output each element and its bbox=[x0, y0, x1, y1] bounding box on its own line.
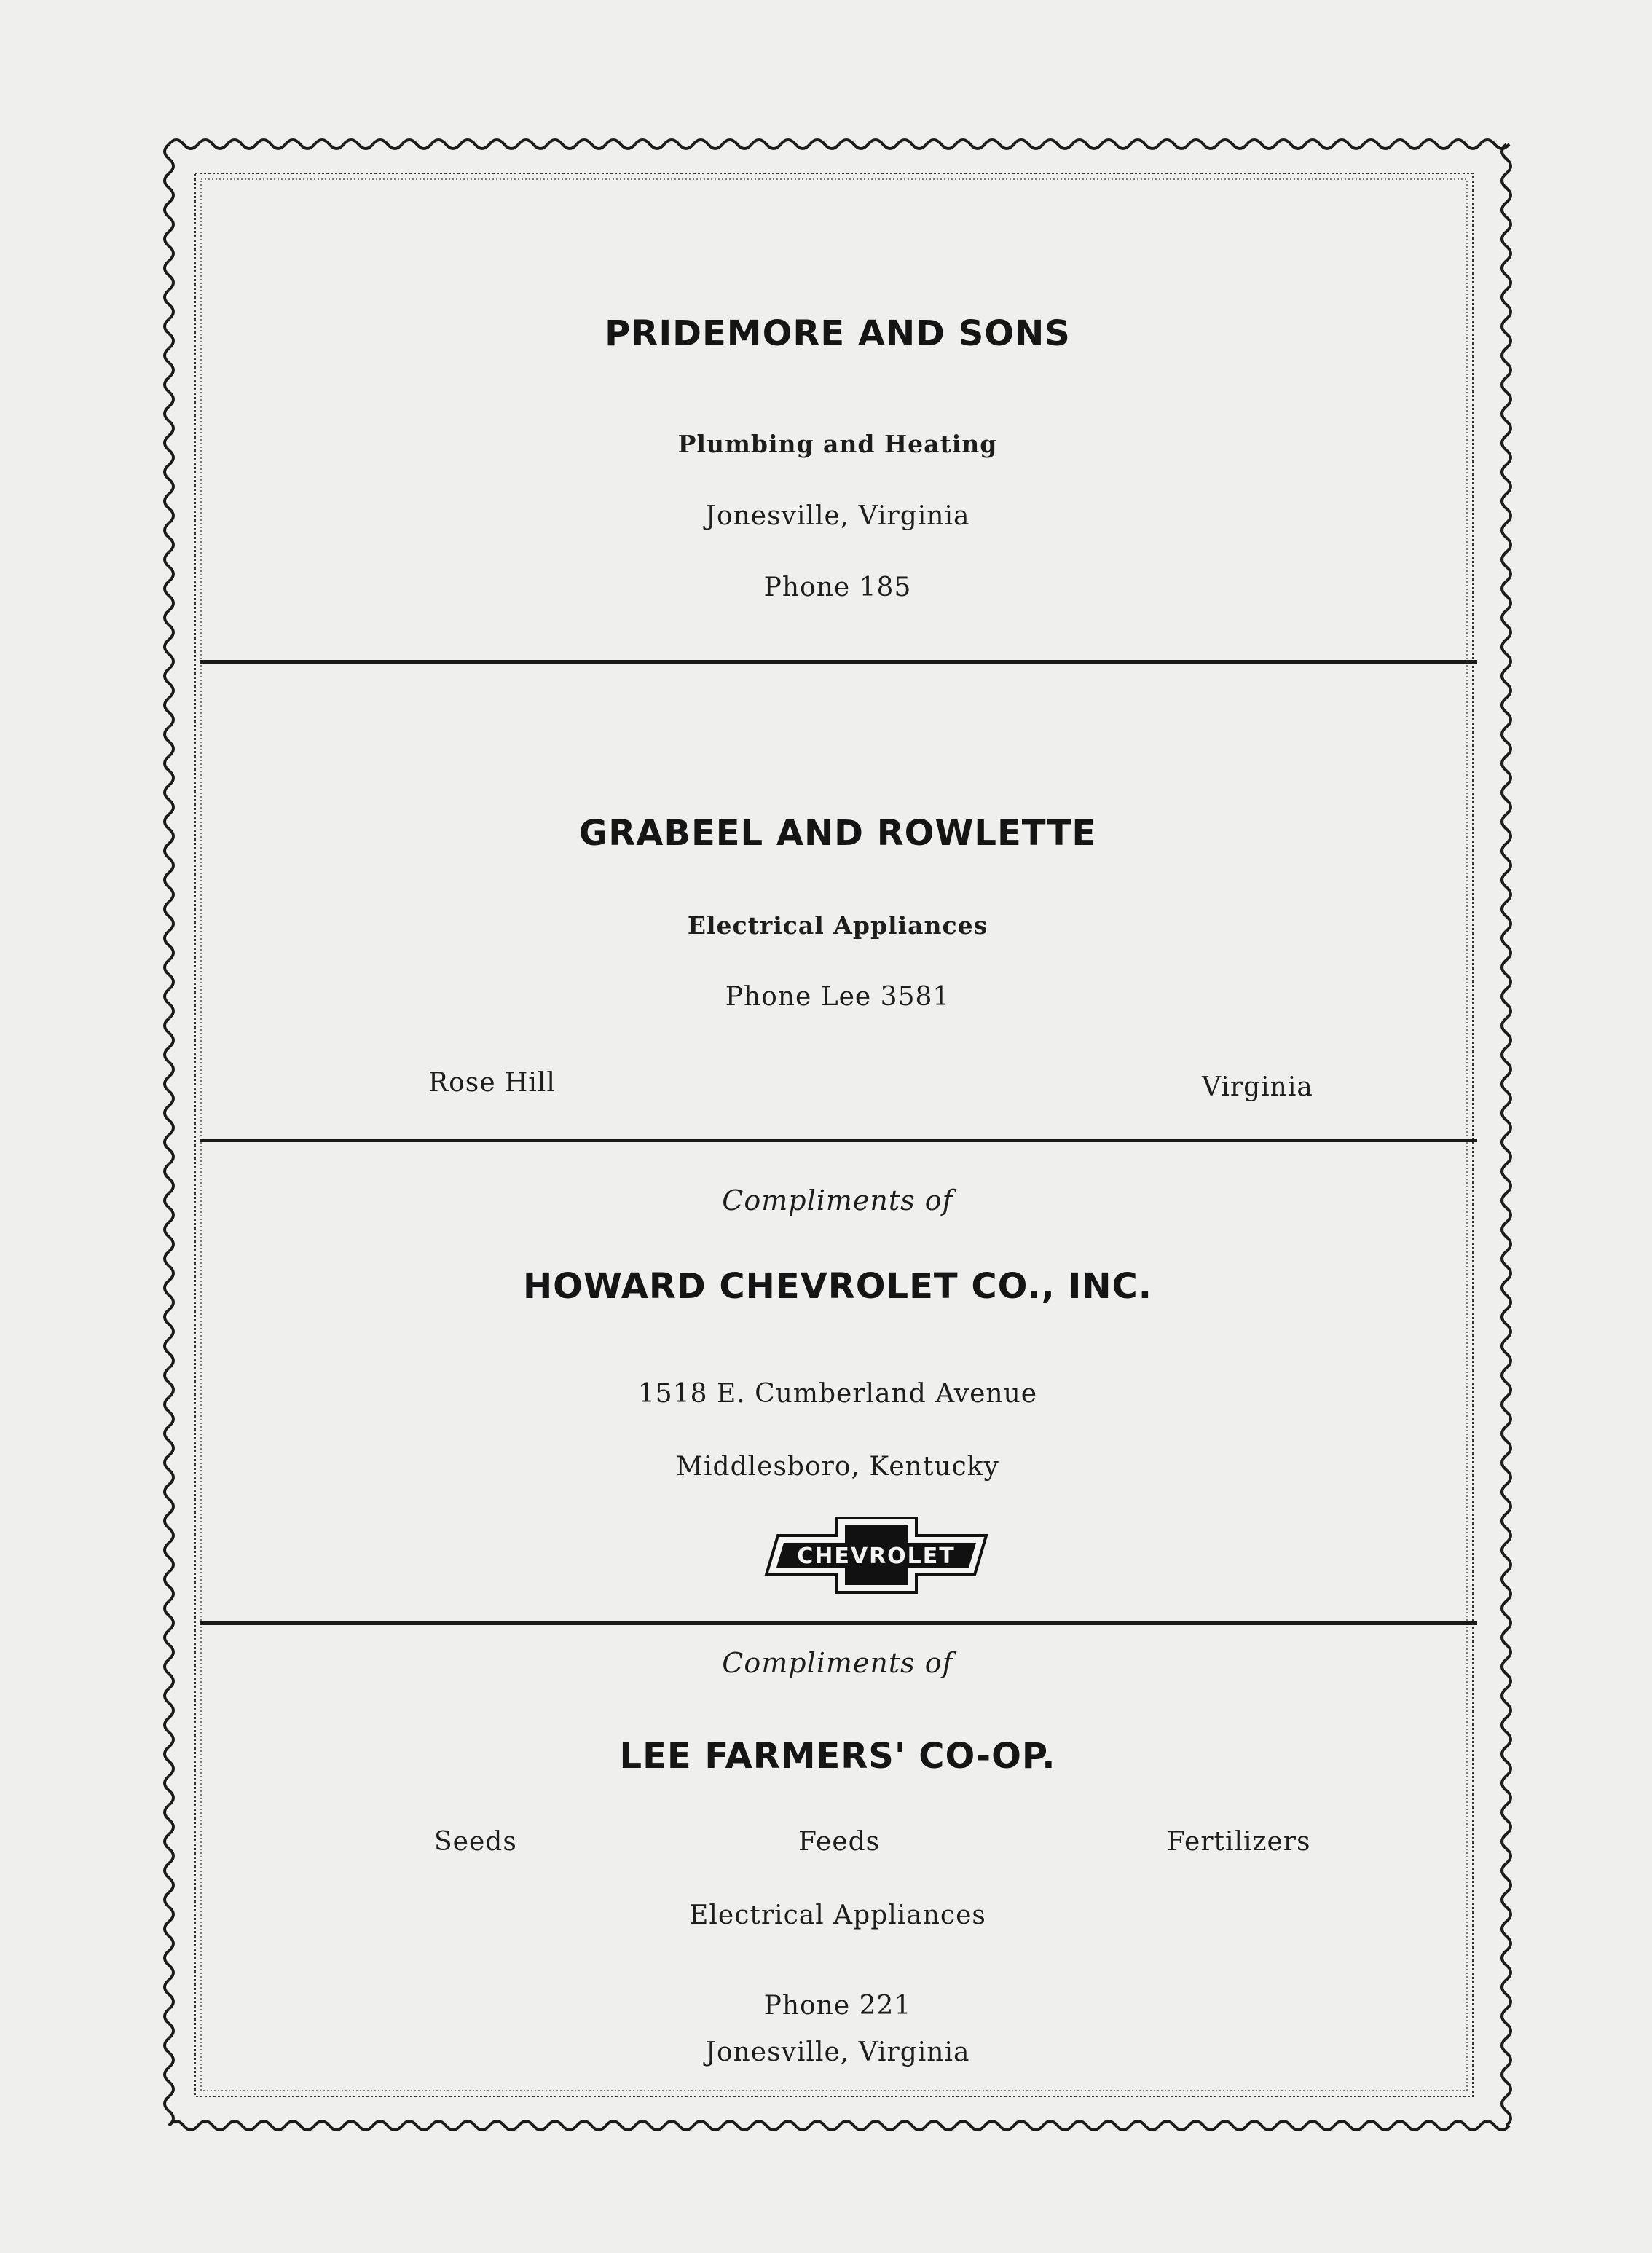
ad-grabeel-and-rowlette bbox=[200, 664, 1476, 1140]
ad-pridemore-and-sons bbox=[200, 181, 1476, 661]
compliments-label: Compliments of bbox=[722, 1647, 953, 1679]
compliments-label: Compliments of bbox=[722, 1184, 953, 1216]
business-service: Electrical Appliances bbox=[687, 911, 988, 940]
business-service: Electrical Appliances bbox=[689, 1900, 986, 1930]
chevrolet-bowtie-logo bbox=[763, 1515, 989, 1595]
business-phone: Phone 221 bbox=[763, 1991, 912, 2021]
business-name: PRIDEMORE AND SONS bbox=[605, 313, 1071, 354]
business-name: GRABEEL AND ROWLETTE bbox=[578, 813, 1097, 854]
business-location: Jonesville, Virginia bbox=[705, 501, 970, 531]
ad-howard-chevrolet bbox=[200, 1142, 1476, 1623]
business-state: Virginia bbox=[1202, 1072, 1313, 1102]
product-fertilizers: Fertilizers bbox=[1167, 1827, 1311, 1857]
business-location: Jonesville, Virginia bbox=[705, 2037, 970, 2067]
chevrolet-logo-text: CHEVROLET bbox=[797, 1544, 956, 1569]
product-seeds: Seeds bbox=[434, 1827, 517, 1857]
business-service: Plumbing and Heating bbox=[677, 430, 998, 458]
business-name: HOWARD CHEVROLET CO., INC. bbox=[522, 1266, 1152, 1307]
business-phone: Phone 185 bbox=[763, 573, 912, 602]
business-city: Middlesboro, Kentucky bbox=[676, 1452, 999, 1482]
business-phone: Phone Lee 3581 bbox=[725, 982, 951, 1012]
product-feeds: Feeds bbox=[798, 1827, 881, 1857]
business-address: 1518 E. Cumberland Avenue bbox=[637, 1379, 1038, 1409]
business-town: Rose Hill bbox=[428, 1068, 556, 1098]
business-name: LEE FARMERS' CO-OP. bbox=[619, 1736, 1056, 1777]
ad-lee-farmers-coop bbox=[200, 1625, 1476, 2091]
